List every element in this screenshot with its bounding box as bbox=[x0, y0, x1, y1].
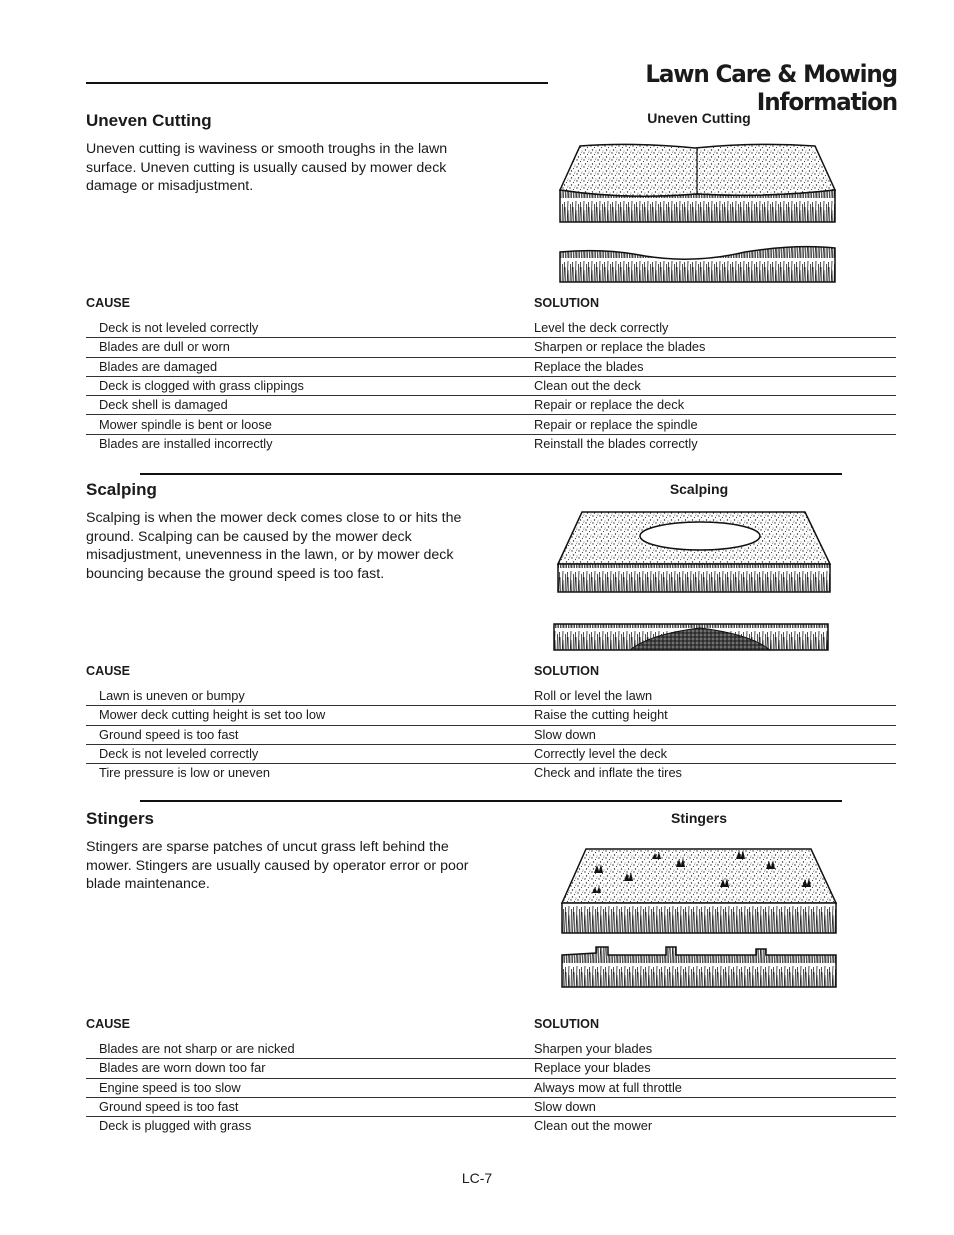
table-row bbox=[86, 337, 896, 357]
solution-cell: Clean out the mower bbox=[534, 1118, 653, 1134]
table-row bbox=[86, 1039, 896, 1059]
solution-cell: Replace your blades bbox=[534, 1060, 651, 1076]
uneven-cutting-heading: Uneven Cutting bbox=[86, 111, 212, 130]
scalping-solution-header: SOLUTION bbox=[534, 664, 600, 678]
header-rule bbox=[86, 82, 548, 84]
table-row bbox=[86, 376, 896, 396]
table-row bbox=[86, 1097, 896, 1117]
solution-cell: Sharpen or replace the blades bbox=[534, 339, 706, 355]
cause-cell: Deck is clogged with grass clippings bbox=[99, 377, 304, 393]
page-title: Lawn Care & Mowing Information bbox=[645, 60, 897, 116]
cause-cell: Lawn is uneven or bumpy bbox=[99, 688, 245, 703]
stingers-heading: Stingers bbox=[86, 809, 155, 828]
uneven-cutting-description: Uneven cutting is waviness or smooth troughs in the lawn surface. Uneven cutting is usually caused by mower deck damage or misadjustment. bbox=[86, 141, 448, 194]
scalping-description: Scalping is when the mower deck comes close to or hits the ground. Scalping can be caused by the mower deck misadjustment, unevenness in the lawn, or by mower deck bouncing because the ground speed is too fast. bbox=[86, 510, 462, 582]
stingers-figure-title: Stingers bbox=[670, 810, 727, 826]
table-row bbox=[86, 1058, 896, 1078]
stingers-solution-header: SOLUTION bbox=[534, 1017, 600, 1031]
scalping-cause-header: CAUSE bbox=[86, 664, 131, 678]
page-number: LC-7 bbox=[461, 1170, 493, 1186]
solution-cell: Slow down bbox=[534, 726, 596, 742]
solution-cell: Level the deck correctly bbox=[534, 320, 669, 335]
table-row bbox=[86, 415, 896, 435]
cause-cell: Blades are worn down too far bbox=[99, 1060, 266, 1076]
cause-cell: Blades are damaged bbox=[99, 358, 218, 374]
cause-cell: Blades are dull or worn bbox=[99, 339, 230, 355]
uneven-cutting-illustration bbox=[555, 138, 840, 286]
solution-cell: Sharpen your blades bbox=[534, 1041, 653, 1056]
solution-cell: Correctly level the deck bbox=[534, 745, 667, 761]
table-row bbox=[86, 434, 896, 453]
uneven-cutting-figure-title: Uneven Cutting bbox=[647, 110, 751, 126]
cause-cell: Mower deck cutting height is set too low bbox=[99, 707, 326, 723]
solution-cell: Repair or replace the deck bbox=[534, 397, 685, 413]
cause-cell: Deck is plugged with grass bbox=[99, 1118, 252, 1134]
table-row bbox=[86, 705, 896, 725]
uneven-cutting-cause-header: CAUSE bbox=[86, 296, 131, 310]
solution-cell: Clean out the deck bbox=[534, 377, 641, 393]
uneven-cutting-solution-header: SOLUTION bbox=[534, 296, 600, 310]
solution-cell: Replace the blades bbox=[534, 358, 644, 374]
cause-cell: Mower spindle is bent or loose bbox=[99, 416, 272, 432]
table-row bbox=[86, 395, 896, 415]
solution-cell: Slow down bbox=[534, 1098, 596, 1114]
table-row bbox=[86, 1116, 896, 1135]
scalping-heading: Scalping bbox=[86, 480, 157, 499]
cause-cell: Deck is not leveled correctly bbox=[99, 320, 259, 335]
solution-cell: Raise the cutting height bbox=[534, 707, 668, 723]
solution-cell: Repair or replace the spindle bbox=[534, 416, 698, 432]
solution-cell: Reinstall the blades correctly bbox=[534, 435, 698, 451]
solution-cell: Check and inflate the tires bbox=[534, 765, 682, 781]
table-row bbox=[86, 744, 896, 764]
stingers-cause-header: CAUSE bbox=[86, 1017, 131, 1031]
scalping-illustration bbox=[550, 508, 835, 654]
section-divider bbox=[140, 800, 842, 802]
cause-cell: Engine speed is too slow bbox=[99, 1079, 241, 1095]
table-row bbox=[86, 1078, 896, 1098]
cause-cell: Blades are installed incorrectly bbox=[99, 435, 273, 451]
cause-cell: Tire pressure is low or uneven bbox=[99, 765, 270, 781]
cause-cell: Ground speed is too fast bbox=[99, 726, 239, 742]
solution-cell: Always mow at full throttle bbox=[534, 1079, 682, 1095]
cause-cell: Blades are not sharp or are nicked bbox=[99, 1041, 295, 1056]
cause-cell: Deck shell is damaged bbox=[99, 397, 228, 413]
table-row bbox=[86, 725, 896, 745]
table-row bbox=[86, 763, 896, 782]
cause-cell: Ground speed is too fast bbox=[99, 1098, 239, 1114]
table-row bbox=[86, 318, 896, 338]
stingers-description: Stingers are sparse patches of uncut grass left behind the mower. Stingers are usually caused by operator error or poor blade maintenance. bbox=[86, 839, 469, 892]
cause-cell: Deck is not leveled correctly bbox=[99, 745, 259, 761]
section-divider bbox=[140, 473, 842, 475]
stingers-illustration bbox=[556, 843, 841, 989]
scalping-figure-title: Scalping bbox=[669, 481, 729, 497]
table-row bbox=[86, 686, 896, 706]
solution-cell: Roll or level the lawn bbox=[534, 688, 653, 703]
table-row bbox=[86, 357, 896, 377]
